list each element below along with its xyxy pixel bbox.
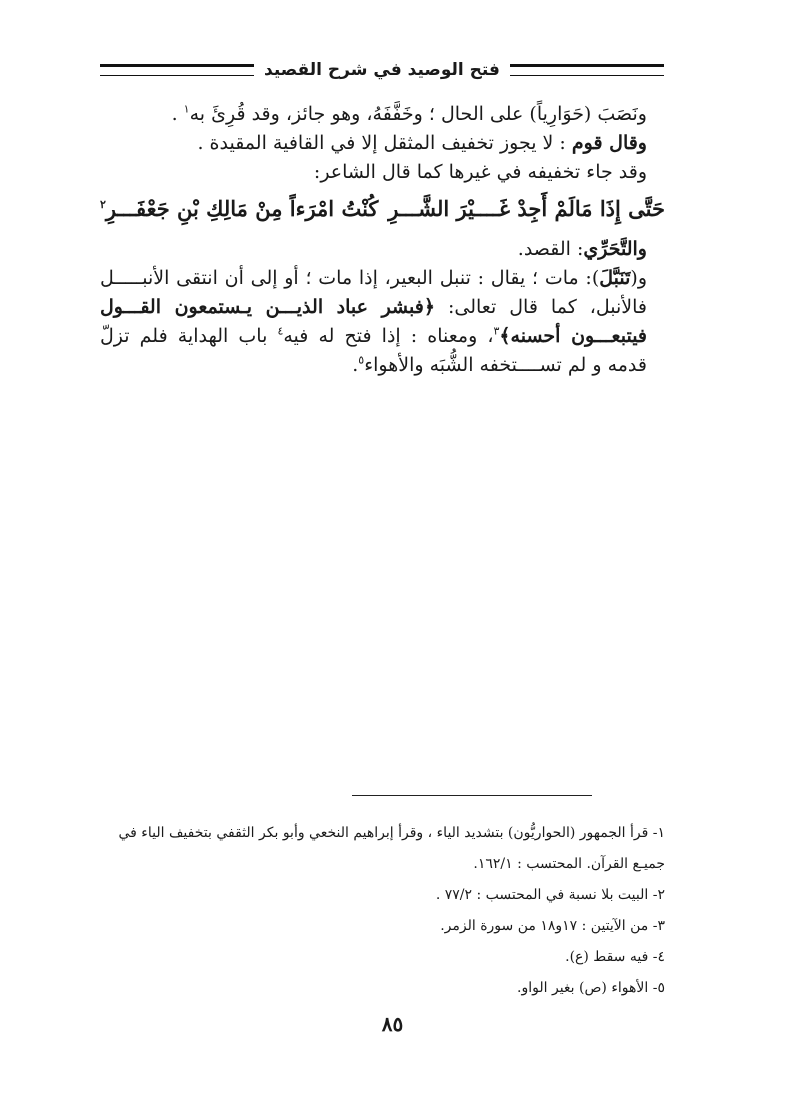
footnote-ref-1: ١ bbox=[183, 102, 190, 116]
paragraph-2-text: : لا يجوز تخفيف المثقل إلا في القافية المقيدة . bbox=[197, 132, 572, 154]
footnote-4: ٤- فيه سقط (ع). bbox=[565, 949, 665, 965]
main-text bbox=[100, 100, 665, 380]
footnote-3: ٣- من الآيتين : ١٧و١٨ من سورة الزمر. bbox=[440, 918, 665, 934]
paragraph-3: وقد جاء تخفيفه في غيرها كما قال الشاعر: bbox=[313, 161, 647, 183]
footnote-separator bbox=[352, 795, 592, 796]
paragraph-5-end: . bbox=[352, 354, 359, 376]
paragraph-5 bbox=[100, 264, 665, 380]
footnote-2: ٢- البيت بلا نسبة في المحتسب : ٧٧/٢ . bbox=[435, 887, 665, 903]
footnote-ref-4: ٤ bbox=[277, 324, 284, 338]
paragraph-5-text: ): مات ؛ يقال : تنبل البعير، إذا مات ؛ أو إلى أن انتقى الأنبـــــل فالأنبل، كما قال تعالى: bbox=[100, 267, 647, 318]
paragraph-5-label: تَنَبَّلَ bbox=[599, 267, 631, 289]
footnote-1: ١- قرأ الجمهور (الحواريُّون) بتشديد الياء ، وقرأ إبراهيم النخعي وأبو بكر الثقفي بتخفيف الياء في جميـع القرآن. المحتسب : ١٦٢/١. bbox=[118, 825, 665, 872]
paragraph-4-text: : القصد. bbox=[517, 238, 584, 260]
paragraph-4-label: والتَّحَرِّي bbox=[583, 238, 647, 260]
footnote-ref-3: ٣ bbox=[493, 324, 500, 338]
footnote-5: ٥- الأهواء (ص) بغير الواو. bbox=[517, 980, 665, 996]
page-number: ٨٥ bbox=[381, 1012, 404, 1036]
paragraph-5-text-b: ، ومعناه : إذا فتح له فيه bbox=[283, 325, 494, 347]
poetry-verse bbox=[100, 189, 665, 229]
verse-second-hemistich bbox=[100, 189, 378, 229]
quran-quote: ﴿فبشر عباد الذيـــن يـستمعون القـــول فيتبعـــون أحسنه﴾ bbox=[100, 296, 648, 347]
header-title: فتح الوصيد في شرح القصيد bbox=[264, 60, 500, 80]
header-rule-right bbox=[510, 64, 664, 76]
paragraph-1-text: ونَصَبَ (حَوَارِياً) على الحال ؛ وخَفَّفَهُ، وهو جائز، وقد قُرِئَ به bbox=[189, 103, 647, 125]
footnote-ref-5: ٥ bbox=[358, 353, 365, 367]
footnotes bbox=[100, 818, 665, 1004]
paragraph-2-label: وقال قوم bbox=[571, 132, 647, 154]
paragraph-1-end: . bbox=[171, 103, 184, 125]
paragraph-2 bbox=[100, 129, 665, 158]
paragraph-4 bbox=[100, 235, 665, 264]
paragraph-5-text-c: باب الهداية فلم تزلّ قدمه و لم تســــتخفه الشُّبَه والأهواء bbox=[100, 325, 647, 376]
paragraph-5-start: و( bbox=[630, 267, 647, 289]
header-rule-left bbox=[100, 64, 254, 76]
paragraph-1 bbox=[100, 100, 665, 129]
verse-second-text: كُنْتُ امْرَءاً مِنْ مَالِكِ بْنِ جَعْفَـــرِ bbox=[105, 196, 379, 221]
footnote-ref-2: ٢ bbox=[100, 198, 106, 211]
verse-first-hemistich: حَتَّى إِذَا مَالَمْ أَجِدْ غَــــيْرَ الشَّـــرِ bbox=[388, 196, 665, 221]
running-header bbox=[100, 50, 664, 90]
